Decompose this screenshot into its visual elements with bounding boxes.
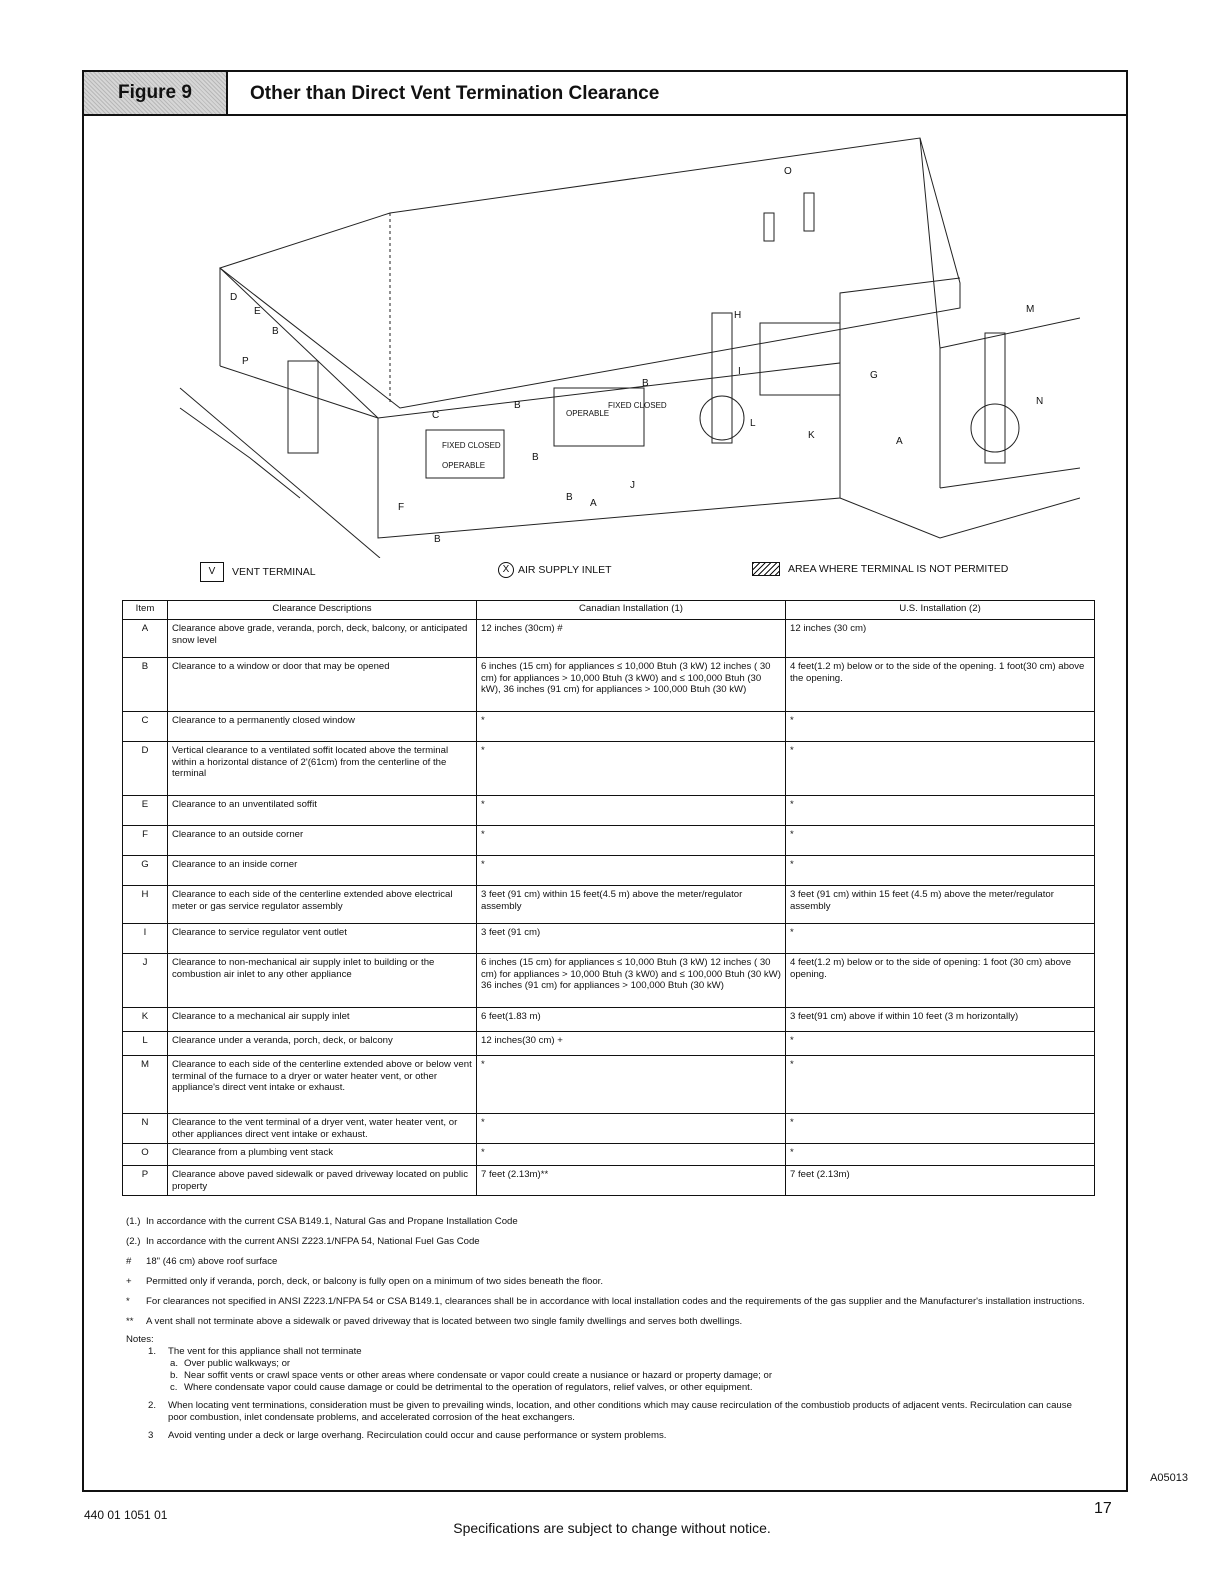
label-operable-1: OPERABLE [442, 461, 486, 470]
col-header-desc: Clearance Descriptions [168, 601, 477, 620]
col-header-us: U.S. Installation (2) [786, 601, 1095, 620]
label-H: H [734, 310, 742, 321]
cell-item: J [123, 954, 168, 1008]
cell-ca: * [477, 712, 786, 742]
cell-desc: Vertical clearance to a ventilated soffit located above the terminal within a horizontal distance of 2'(61cm) from the centerline of the terminal [168, 742, 477, 796]
label-A-right: A [896, 436, 903, 447]
label-B-left: B [272, 326, 279, 337]
front-wall [378, 363, 840, 538]
legend-vent [200, 562, 316, 582]
page-footer: Specifications are subject to change without notice. [453, 1520, 771, 1536]
note-1: 1. The vent for this appliance shall not terminate [148, 1345, 362, 1357]
cell-us: * [786, 712, 1095, 742]
ground-line-3 [840, 498, 1080, 538]
cell-ca: * [477, 826, 786, 856]
table-row [123, 1008, 1095, 1032]
cell-ca: 3 feet (91 cm) within 15 feet(4.5 m) above the meter/regulator assembly [477, 886, 786, 924]
footnote-text: 18" (46 cm) above roof surface [146, 1255, 278, 1267]
footnote-mark: ** [126, 1315, 134, 1327]
cell-item: L [123, 1032, 168, 1056]
cell-ca: * [477, 1144, 786, 1166]
footnote-text: Permitted only if veranda, porch, deck, or balcony is fully open on a minimum of two sides beneath the floor. [146, 1275, 604, 1287]
figure-label: Figure 9 [84, 72, 228, 114]
footnote [126, 1236, 1086, 1248]
footnote [126, 1256, 1086, 1268]
table-row [123, 1166, 1095, 1196]
plumbing-stack-2 [804, 193, 814, 231]
note-1b: b. Near soffit vents or crawl space vents or other areas where condensate or vapor could create a nusiance or hazard or property damage; or [170, 1369, 773, 1381]
cell-us: * [786, 1032, 1095, 1056]
cell-item: G [123, 856, 168, 886]
window-left [426, 430, 504, 478]
footnote [126, 1216, 1086, 1228]
cell-desc: Clearance to each side of the centerline extended above or below vent terminal of the furnace to a dryer or water heater vent, or other appliance's direct vent intake or exhaust. [168, 1056, 477, 1114]
note-1a-text: Over public walkways; or [184, 1357, 291, 1369]
cell-us: * [786, 1056, 1095, 1114]
note-1-text: The vent for this appliance shall not terminate [168, 1345, 362, 1357]
label-B-3: B [532, 452, 539, 463]
footnote-mark: # [126, 1255, 132, 1267]
cell-ca: 7 feet (2.13m)** [477, 1166, 786, 1196]
footnote [126, 1296, 1086, 1308]
cell-ca: 6 inches (15 cm) for appliances ≤ 10,000 Btuh (3 kW) 12 inches ( 30 cm) for appliances > 10,000 Btuh (3 kW0) and ≤ 100,000 Btuh (30 kW) 36 inches (91 cm) for appliances > 100,000 Btuh (30 kW) [477, 954, 786, 1008]
cell-ca: * [477, 1114, 786, 1144]
wing-base [940, 468, 1080, 488]
cell-item: D [123, 742, 168, 796]
cell-us: 3 feet(91 cm) above if within 10 feet (3 m horizontally) [786, 1008, 1095, 1032]
label-P: P [242, 356, 249, 367]
table-row [123, 620, 1095, 658]
cell-desc: Clearance to an unventilated soffit [168, 796, 477, 826]
plumbing-stack-1 [764, 213, 774, 241]
ground-line-1 [180, 388, 380, 558]
table-row [123, 886, 1095, 924]
window-right [760, 323, 840, 395]
cell-ca: 6 inches (15 cm) for appliances ≤ 10,000 Btuh (3 kW) 12 inches ( 30 cm) for appliances > 10,000 Btuh (3 kW0) and ≤ 100,000 Btuh (30 kW), 36 inches (91 cm) for appliances > 100,000 Btuh (30 kW) [477, 658, 786, 712]
label-K: K [808, 430, 815, 441]
roof-outline [220, 138, 960, 408]
table-row [123, 856, 1095, 886]
label-L: L [750, 418, 756, 429]
cell-us: 4 feet(1.2 m) below or to the side of opening: 1 foot (30 cm) above opening. [786, 954, 1095, 1008]
label-N: N [1036, 396, 1044, 407]
footnote-mark: * [126, 1295, 130, 1307]
cell-desc: Clearance from a plumbing vent stack [168, 1144, 477, 1166]
label-B-4: B [566, 492, 573, 503]
table-row [123, 796, 1095, 826]
furnace-vent [971, 404, 1019, 452]
note-2-text: When locating vent terminations, consideration must be given to prevailing winds, location, and other conditions which may cause recirculation of the combustiob products of adjacent vents. Recirculation can cause poor combustion, inlet condensate problems, and accelerated corrosion of the heat exchangers. [168, 1399, 1072, 1423]
cell-item: M [123, 1056, 168, 1114]
cell-desc: Clearance to a mechanical air supply inlet [168, 1008, 477, 1032]
document-number: 440 01 1051 01 [84, 1508, 168, 1522]
table-row [123, 826, 1095, 856]
table-row [123, 1144, 1095, 1166]
cell-us: 3 feet (91 cm) within 15 feet (4.5 m) above the meter/regulator assembly [786, 886, 1095, 924]
cell-item: N [123, 1114, 168, 1144]
furnace-pipe [985, 333, 1005, 463]
label-C: C [432, 410, 440, 421]
cell-us: * [786, 856, 1095, 886]
label-B-1: B [514, 400, 521, 411]
vent-terminal-label: VENT TERMINAL [232, 566, 316, 578]
table-row [123, 712, 1095, 742]
cell-desc: Clearance to non-mechanical air supply inlet to building or the combustion air inlet to any other appliance [168, 954, 477, 1008]
footnote-text: A vent shall not terminate above a sidewalk or paved driveway that is located between two single family dwellings and serves both dwellings. [146, 1315, 743, 1327]
cell-desc: Clearance to service regulator vent outlet [168, 924, 477, 954]
footnote-text: In accordance with the current ANSI Z223.1/NFPA 54, National Fuel Gas Code [146, 1235, 480, 1247]
table-row [123, 1114, 1095, 1144]
footnote [126, 1316, 1086, 1328]
label-fixed-closed-1: FIXED CLOSED [442, 441, 501, 450]
cell-us: 12 inches (30 cm) [786, 620, 1095, 658]
footnote [126, 1276, 1086, 1288]
label-E: E [254, 306, 261, 317]
footnote-mark: (1.) [126, 1216, 141, 1227]
cell-desc: Clearance above paved sidewalk or paved driveway located on public property [168, 1166, 477, 1196]
label-fixed-closed-2: FIXED CLOSED [608, 401, 667, 410]
figure-title: Other than Direct Vent Termination Clearance [250, 83, 660, 104]
hatch-swatch [752, 562, 780, 576]
cell-ca: 6 feet(1.83 m) [477, 1008, 786, 1032]
legend-area [752, 562, 1008, 576]
label-A-center: A [590, 498, 597, 509]
table-row [123, 924, 1095, 954]
cell-ca: 12 inches(30 cm) + [477, 1032, 786, 1056]
cell-desc: Clearance to a permanently closed window [168, 712, 477, 742]
air-supply-label: AIR SUPPLY INLET [518, 564, 612, 576]
left-wall-bottom [220, 366, 378, 418]
note-1c-text: Where condensate vapor could cause damage or could be detrimental to the operation of regulators, relief valves, or other equipment. [184, 1381, 753, 1393]
col-header-canadian: Canadian Installation (1) [477, 601, 786, 620]
label-I: I [738, 366, 741, 377]
cell-item: P [123, 1166, 168, 1196]
area-label: AREA WHERE TERMINAL IS NOT PERMITED [788, 563, 1009, 575]
label-B-5: B [434, 534, 441, 545]
cell-item: O [123, 1144, 168, 1166]
cell-us: 7 feet (2.13m) [786, 1166, 1095, 1196]
cell-item: H [123, 886, 168, 924]
label-F: F [398, 502, 405, 513]
cell-us: 4 feet(1.2 m) below or to the side of the opening. 1 foot(30 cm) above the opening. [786, 658, 1095, 712]
wing-eave [940, 318, 1080, 348]
cell-ca: * [477, 856, 786, 886]
footnote-mark: + [126, 1275, 132, 1287]
note-1a: a. Over public walkways; or [170, 1357, 291, 1369]
cell-desc: Clearance to an inside corner [168, 856, 477, 886]
clearance-table [122, 600, 1095, 1196]
cell-desc: Clearance to an outside corner [168, 826, 477, 856]
label-M: M [1026, 304, 1035, 315]
cell-item: I [123, 924, 168, 954]
cell-item: C [123, 712, 168, 742]
label-operable-2: OPERABLE [566, 409, 610, 418]
note-1c: c. Where condensate vapor could cause damage or could be detrimental to the operation of regulators, relief valves, or other equipment. [170, 1381, 753, 1393]
eave-left [220, 268, 378, 418]
cell-desc: Clearance above grade, veranda, porch, deck, balcony, or anticipated snow level [168, 620, 477, 658]
footnote-text: For clearances not specified in ANSI Z223.1/NFPA 54 or CSA B149.1, clearances shall be in accordance with local installation codes and the requirements of the gas supplier and the Manufacturer's installation instructions. [146, 1295, 1085, 1307]
cell-item: B [123, 658, 168, 712]
cell-ca: * [477, 796, 786, 826]
label-O: O [784, 166, 792, 177]
cell-us: * [786, 826, 1095, 856]
inside-corner [840, 278, 960, 363]
figure-header [84, 72, 1126, 116]
table-row [123, 1032, 1095, 1056]
note-3-text: Avoid venting under a deck or large overhang. Recirculation could occur and cause performance or system problems. [168, 1429, 667, 1441]
note-1b-text: Near soffit vents or crawl space vents or other areas where condensate or vapor could create a nusiance or hazard or property damage; or [184, 1369, 773, 1381]
cell-item: A [123, 620, 168, 658]
cell-desc: Clearance to each side of the centerline extended above electrical meter or gas service regulator assembly [168, 886, 477, 924]
cell-us: * [786, 1114, 1095, 1144]
cell-ca: * [477, 1056, 786, 1114]
label-J: J [630, 480, 635, 491]
cell-desc: Clearance under a veranda, porch, deck, or balcony [168, 1032, 477, 1056]
cell-item: K [123, 1008, 168, 1032]
door [288, 361, 318, 453]
cell-ca: 12 inches (30cm) # [477, 620, 786, 658]
note-3: 3 Avoid venting under a deck or large overhang. Recirculation could occur and cause performance or system problems. [148, 1429, 667, 1441]
cell-ca: * [477, 742, 786, 796]
cell-desc: Clearance to a window or door that may be opened [168, 658, 477, 712]
label-D: D [230, 292, 238, 303]
table-row [123, 658, 1095, 712]
label-G: G [870, 370, 878, 381]
ground-line-2 [180, 408, 300, 498]
cell-us: * [786, 742, 1095, 796]
cell-item: E [123, 796, 168, 826]
vent-clearance-diagram [100, 118, 1080, 558]
footnotes [126, 1216, 1086, 1442]
cell-item: F [123, 826, 168, 856]
footnote-text: In accordance with the current CSA B149.1, Natural Gas and Propane Installation Code [146, 1216, 518, 1227]
cell-us: * [786, 796, 1095, 826]
footnote-mark: (2.) [126, 1235, 141, 1247]
vent-terminal-symbol: V [200, 562, 224, 582]
col-header-item: Item [123, 601, 168, 620]
page-number: 17 [1094, 1500, 1112, 1517]
note-2: 2. When locating vent terminations, consideration must be given to prevailing winds, location, and other conditions which may cause recirculation of the combustiob products of adjacent vents. Recirculation can cause poor combustion, inlet condensate problems, and accelerated corrosion of the heat exchangers. [148, 1400, 1086, 1424]
table-row [123, 742, 1095, 796]
legend-air [498, 562, 612, 578]
meter [700, 396, 744, 440]
cell-us: * [786, 1144, 1095, 1166]
cell-ca: 3 feet (91 cm) [477, 924, 786, 954]
table-row [123, 954, 1095, 1008]
cell-us: * [786, 924, 1095, 954]
air-supply-symbol: X [498, 562, 514, 578]
cell-desc: Clearance to the vent terminal of a dryer vent, water heater vent, or other appliances direct vent intake or exhaust. [168, 1114, 477, 1144]
notes-heading: Notes: [126, 1333, 154, 1345]
figure-code: A05013 [1150, 1472, 1188, 1484]
table-row [123, 1056, 1095, 1114]
label-B-2: B [642, 378, 649, 389]
table-header-row [123, 601, 1095, 620]
